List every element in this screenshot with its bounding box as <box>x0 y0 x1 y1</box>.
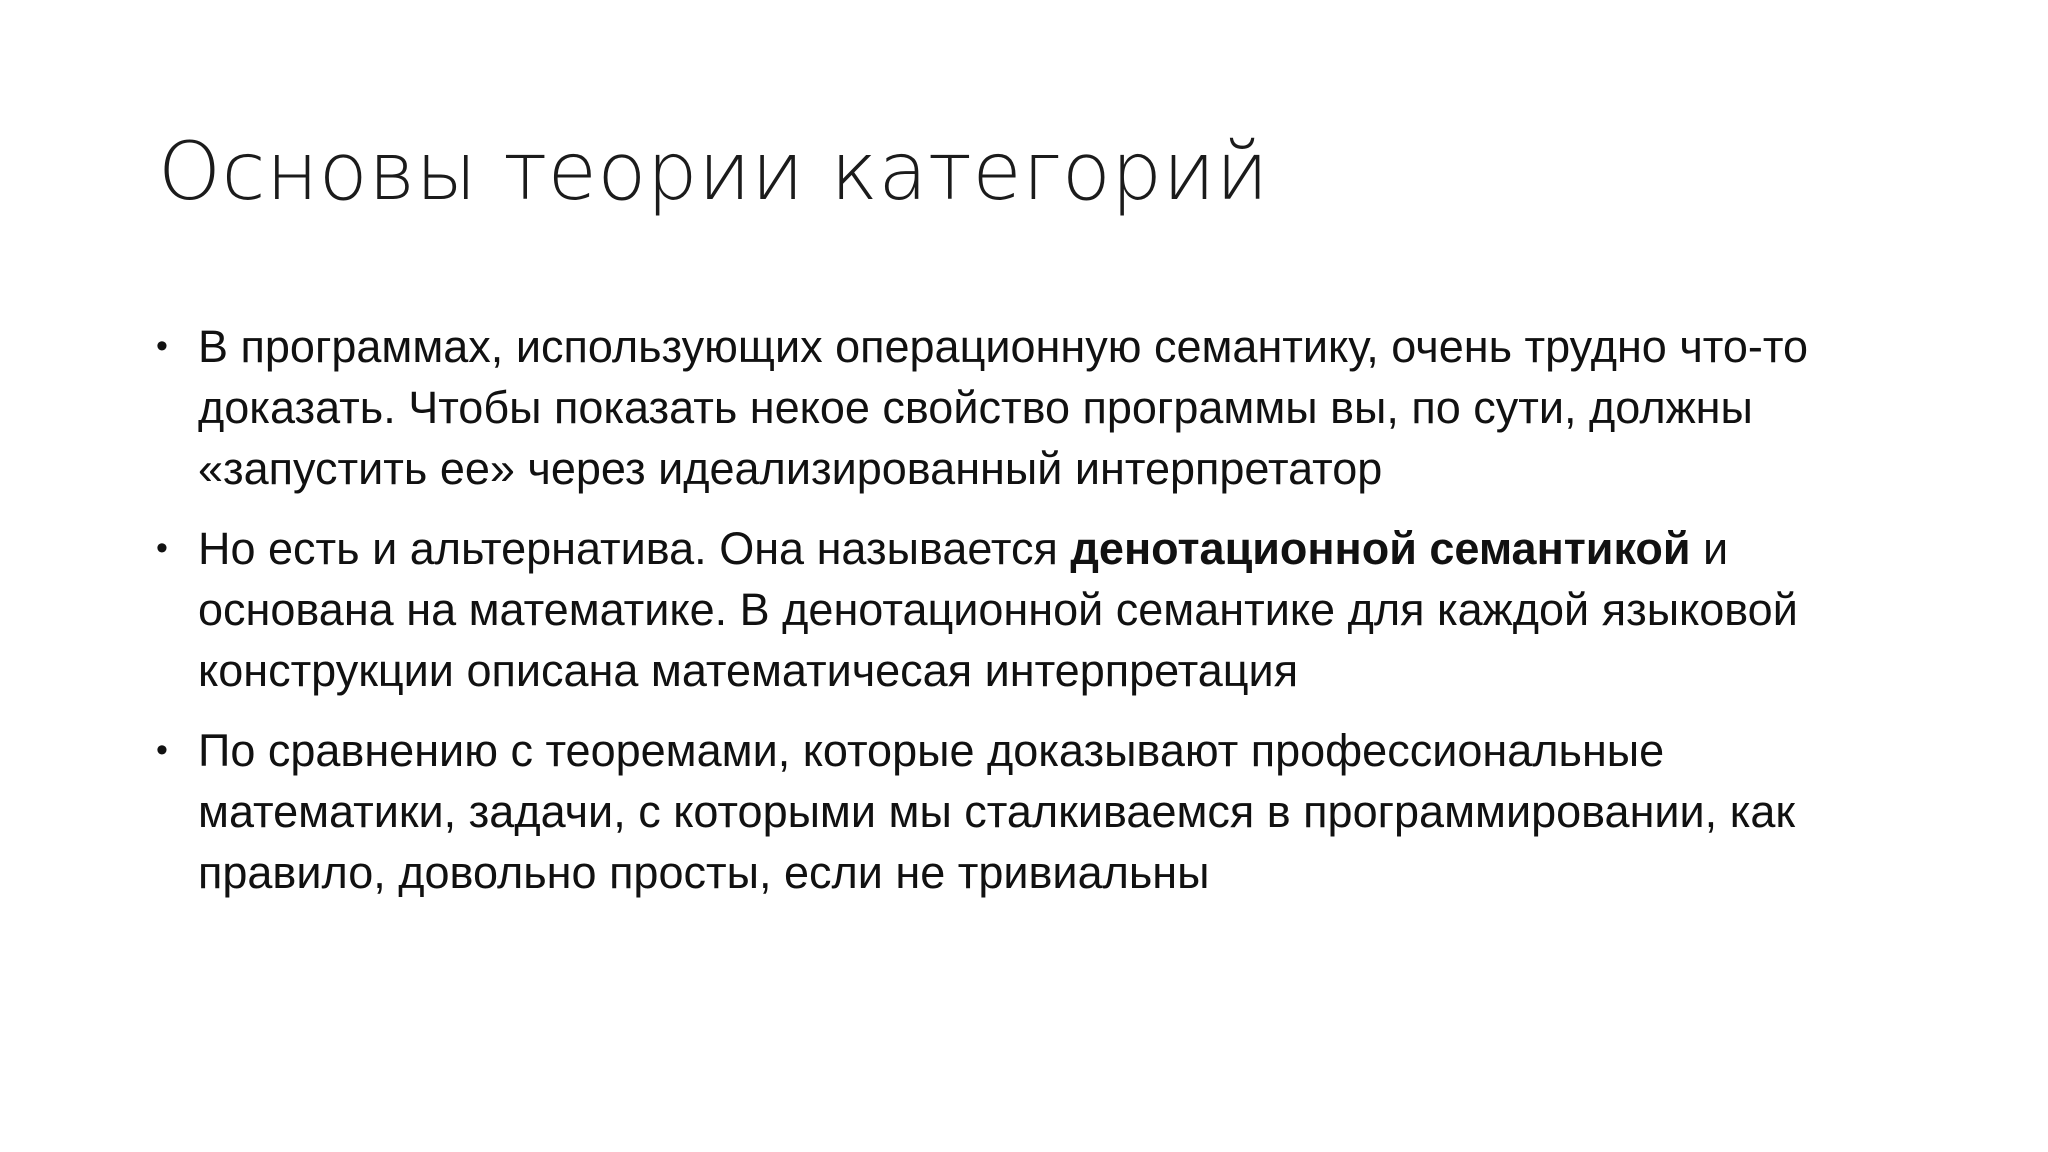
bullet-text: По сравнению с теоремами, которые доказывают профессиональные математики, задачи, с которыми мы сталкиваемся в программировании, как правило, довольно просты, если не тривиальны <box>198 725 1796 898</box>
bullet-item-denotational-semantics <box>150 518 1910 701</box>
bullet-icon: • <box>156 327 168 365</box>
bold-term: денотационной семантикой <box>1070 523 1691 574</box>
bullet-text-before: Но есть и альтернатива. Она называется <box>198 523 1071 574</box>
bullet-icon: • <box>156 731 168 769</box>
bullet-item-programming-problems <box>150 720 1910 903</box>
bullet-text <box>198 518 1910 701</box>
bullet-text-after: и основана на математике. В денотационной семантике для каждой языковой конструкции описана математичесая интерпретация <box>198 523 1798 696</box>
slide-title: Основы теории категорий <box>158 125 1269 218</box>
bullet-item-operational-semantics <box>150 316 1910 499</box>
bullet-text: В программах, использующих операционную семантику, очень трудно что-то доказать. Чтобы показать некое свойство программы вы, по сути, должны «запустить ее» через идеализированный интерпретатор <box>198 321 1809 494</box>
bullet-icon: • <box>156 529 168 567</box>
bullet-list <box>150 316 1910 922</box>
